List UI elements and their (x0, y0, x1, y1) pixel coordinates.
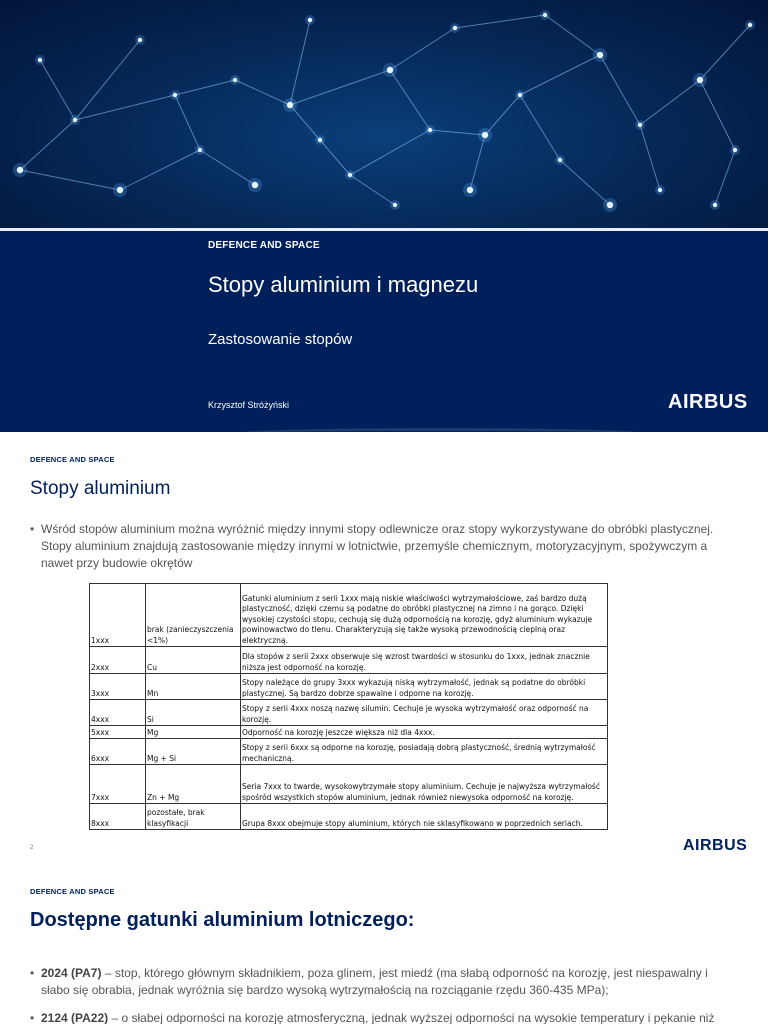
network-link (700, 80, 735, 150)
network-link (175, 80, 235, 95)
network-node (173, 93, 177, 97)
network-node (713, 203, 717, 207)
network-link (640, 80, 700, 125)
table-row (90, 739, 608, 765)
page-number: 2 (30, 845, 34, 851)
network-link (75, 95, 175, 120)
network-node (17, 167, 23, 173)
network-node (393, 203, 397, 207)
description-cell: Stopy należące do grupy 3xxx wykazują niską wytrzymałość, jednak są podatne do obróbki plastycznej. Są bardzo dobrze spawalne i odporne na korozję. (241, 674, 608, 700)
network-node (543, 13, 547, 17)
table-row (90, 804, 608, 830)
network-link (545, 15, 600, 55)
airbus-logo: AIRBUS (683, 837, 748, 854)
description-cell: Grupa 8xxx obejmuje stopy aluminium, których nie sklasyfikowano w poprzednich seriach. (241, 804, 608, 830)
network-link (235, 80, 290, 105)
description-cell: Stopy z serii 4xxx noszą nazwę silumin. Cechuje je wysoka wytrzymałość oraz odporność na korozję. (241, 700, 608, 726)
network-node (453, 26, 457, 30)
network-node (428, 128, 432, 132)
table-row (90, 647, 608, 674)
list-item (30, 1010, 730, 1024)
network-node (518, 93, 522, 97)
description-cell: Dla stopów z serii 2xxx obserwuje się wzrost twardości w stosunku do 1xxx, jednak znacznie niższa jest odporność na korozję. (241, 647, 608, 674)
element-cell: Cu (146, 647, 241, 674)
network-link (600, 55, 640, 125)
network-link (700, 25, 750, 80)
element-cell: Mg + Si (146, 739, 241, 765)
network-node (748, 23, 752, 27)
table-row (90, 584, 608, 647)
hero-divider (0, 228, 768, 231)
network-node (387, 67, 393, 73)
series-cell: 7xxx (90, 765, 146, 804)
element-cell: Mg (146, 726, 241, 739)
network-link (485, 95, 520, 135)
grades-list (30, 965, 730, 1024)
network-link (520, 55, 600, 95)
network-link (20, 170, 120, 190)
network-node (658, 188, 662, 192)
network-link (350, 175, 395, 205)
airbus-logo: AIRBUS (668, 391, 748, 413)
network-node (198, 148, 202, 152)
network-node (697, 77, 703, 83)
network-link (320, 140, 350, 175)
table-row (90, 700, 608, 726)
network-link (470, 135, 485, 190)
network-link (390, 28, 455, 70)
network-link (120, 150, 200, 190)
series-cell: 3xxx (90, 674, 146, 700)
network-link (290, 20, 310, 105)
network-link (200, 150, 255, 185)
network-node (308, 18, 312, 22)
list-item (30, 965, 730, 999)
network-node (467, 187, 473, 193)
series-cell: 6xxx (90, 739, 146, 765)
aviation-grades-slide (0, 864, 768, 1024)
presentation-subtitle: Zastosowanie stopów (208, 331, 353, 348)
grade-description: – o słabej odporności na korozję atmosferyczną, jednak wyższej odporności na wysokie temperatury i pękanie niż (108, 1011, 715, 1024)
description-cell: Stopy z serii 6xxx są odporne na korozję, posiadają dobrą plastyczność, średnią wytrzymałość mechaniczną. (241, 739, 608, 765)
series-cell: 4xxx (90, 700, 146, 726)
network-node (597, 52, 603, 58)
slide-title: Dostępne gatunki aluminium lotniczego: (30, 909, 415, 931)
network-node (482, 132, 488, 138)
aluminium-alloys-slide (0, 432, 768, 864)
table-row (90, 726, 608, 739)
grade-name: 2124 (PA22) (41, 1011, 109, 1024)
network-node (38, 58, 42, 62)
network-link (75, 40, 140, 120)
section-label: DEFENCE AND SPACE (30, 455, 115, 464)
table-row (90, 674, 608, 700)
network-node (233, 78, 237, 82)
network-link (560, 160, 610, 205)
bullet-text: Wśród stopów aluminium można wyróżnić między innymi stopy odlewnicze oraz stopy wykorzystywane do obróbki plastycznej. Stopy aluminium znajdują zastosowanie między innymi w lotnictwie, przemyśle chemicznym, motoryzacyjnym, spożywczym a nawet przy budowie okrętów (41, 522, 714, 570)
element-cell: pozostałe, brak klasyfikacji (146, 804, 241, 830)
series-cell: 2xxx (90, 647, 146, 674)
table-row (90, 765, 608, 804)
bullet-point (30, 521, 720, 572)
network-node (638, 123, 642, 127)
description-cell: Gatunki aluminium z serii 1xxx mają niskie właściwości wytrzymałościowe, zaś bardzo dużą plastyczność, dzięki czemu są podatne do obróbki plastycznej na zimno i na gorąco. Dzięki wysokiej czystości stopu, cechują się dużą odpornością na korozję, gdyż aluminium wykazuje powinowactwo do tlenu. Charakteryzują się także wysoką przewodnością cieplną oraz elektryczną. (241, 584, 608, 647)
network-link (390, 70, 430, 130)
slide-title: Stopy aluminium (30, 478, 171, 499)
network-link (430, 130, 485, 135)
element-cell: Zn + Mg (146, 765, 241, 804)
series-cell: 1xxx (90, 584, 146, 647)
bullet-icon: • (30, 522, 35, 536)
grade-description: – stop, którego głównym składnikiem, poza glinem, jest miedź (ma słabą odporność na korozję, jest niespawalny i słabo się obrabia, jednak wyróżnia się bardzo wysoką wytrzymałością na rozciąganie rzędu 360-435 MPa); (41, 966, 708, 997)
description-cell: Odporność na korozję jeszcze większa niż dla 4xxx. (241, 726, 608, 739)
network-link (175, 95, 200, 150)
network-node (73, 118, 77, 122)
network-link (40, 60, 75, 120)
presentation-title: Stopy aluminium i magnezu (208, 272, 479, 297)
bullet-icon: • (30, 966, 35, 980)
network-node (348, 173, 352, 177)
grade-name: 2024 (PA7) (41, 966, 102, 980)
alloy-series-table (89, 583, 608, 830)
network-nodes-graphic (0, 0, 768, 228)
element-cell: Si (146, 700, 241, 726)
network-link (715, 150, 735, 205)
network-node (318, 138, 322, 142)
network-node (252, 182, 258, 188)
network-node (138, 38, 142, 42)
network-node (287, 102, 293, 108)
network-node (558, 158, 562, 162)
element-cell: Mn (146, 674, 241, 700)
network-link (640, 125, 660, 190)
title-slide (0, 0, 768, 432)
series-cell: 8xxx (90, 804, 146, 830)
section-label: DEFENCE AND SPACE (30, 887, 115, 896)
description-cell: Seria 7xxx to twarde, wysokowytrzymałe stopy aluminium. Cechuje je najwyższa wytrzymałość spośród wszystkich stopów aluminium, jednak również niewysoka odporność na korozję. (241, 765, 608, 804)
network-node (607, 202, 613, 208)
network-link (290, 70, 390, 105)
network-nodes-icon (0, 0, 768, 228)
network-node (117, 187, 123, 193)
series-cell: 5xxx (90, 726, 146, 739)
network-link (350, 130, 430, 175)
bullet-icon: • (30, 1011, 35, 1024)
network-link (520, 95, 560, 160)
section-label: DEFENCE AND SPACE (208, 240, 320, 251)
element-cell: brak (zanieczyszczenia <1%) (146, 584, 241, 647)
network-link (20, 120, 75, 170)
author-name: Krzysztof Stróżyński (208, 400, 290, 410)
network-node (733, 148, 737, 152)
network-link (455, 15, 545, 28)
